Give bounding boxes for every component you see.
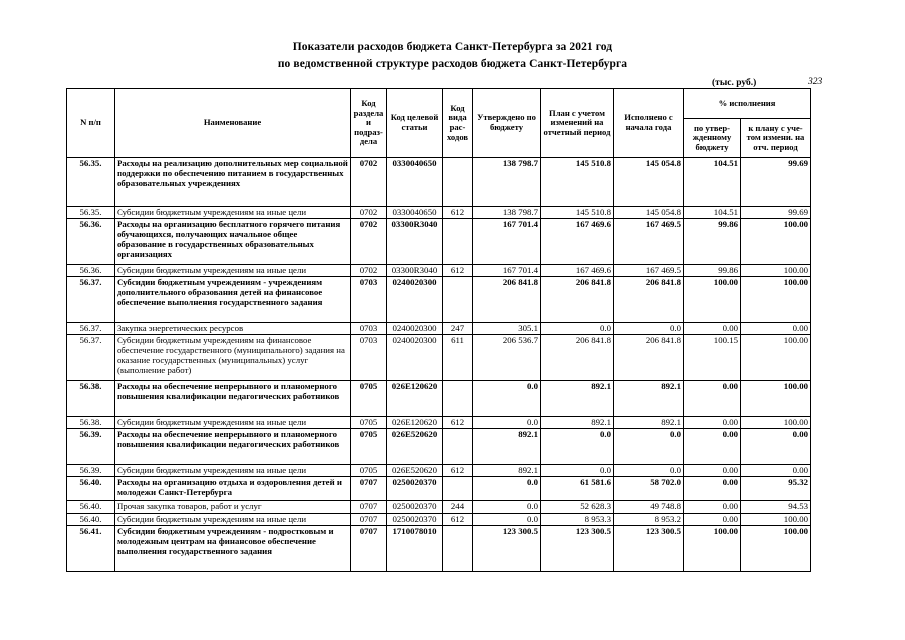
row-type-code: 612 <box>443 265 473 277</box>
row-pct-plan: 100.00 <box>741 335 811 381</box>
row-type-code: 612 <box>443 465 473 477</box>
row-pct-plan: 100.00 <box>741 417 811 429</box>
row-number: 56.35. <box>67 207 115 219</box>
table-row <box>67 526 811 572</box>
row-pct-approved: 104.51 <box>684 207 741 219</box>
row-approved: 123 300.5 <box>473 526 541 572</box>
row-approved: 892.1 <box>473 465 541 477</box>
row-pct-plan: 95.32 <box>741 477 811 501</box>
row-name: Субсидии бюджетным учреждениям на иные цели <box>115 265 351 277</box>
row-approved: 167 701.4 <box>473 265 541 277</box>
row-number: 56.35. <box>67 158 115 207</box>
row-number: 56.41. <box>67 526 115 572</box>
row-pct-plan: 0.00 <box>741 429 811 465</box>
row-pct-approved: 0.00 <box>684 381 741 417</box>
header-executed: Исполнено с начала года <box>614 89 684 158</box>
row-pct-plan: 100.00 <box>741 265 811 277</box>
row-approved: 0.0 <box>473 514 541 526</box>
table-row <box>67 417 811 429</box>
header-type-code: Код вида рас-ходов <box>443 89 473 158</box>
row-pct-approved: 100.00 <box>684 277 741 323</box>
row-executed: 145 054.8 <box>614 158 684 207</box>
row-section-code: 0707 <box>351 477 387 501</box>
table-row <box>67 207 811 219</box>
row-executed: 123 300.5 <box>614 526 684 572</box>
header-pct-plan: к плану с уче-том измени. на отч. период <box>741 119 811 158</box>
row-approved: 305.1 <box>473 323 541 335</box>
row-plan: 892.1 <box>541 381 614 417</box>
row-approved: 138 798.7 <box>473 158 541 207</box>
row-pct-approved: 0.00 <box>684 501 741 514</box>
row-pct-plan: 100.00 <box>741 277 811 323</box>
row-target-code: 0330040650 <box>387 207 443 219</box>
row-target-code: 0240020300 <box>387 277 443 323</box>
row-plan: 145 510.8 <box>541 158 614 207</box>
row-section-code: 0702 <box>351 265 387 277</box>
row-section-code: 0705 <box>351 417 387 429</box>
row-name: Расходы на организацию бесплатного горячего питания обучающихся, получающих начальное общее образование в государственных образовательных организациях <box>115 219 351 265</box>
row-executed: 8 953.2 <box>614 514 684 526</box>
row-target-code: 1710078010 <box>387 526 443 572</box>
table-row <box>67 158 811 207</box>
row-section-code: 0705 <box>351 381 387 417</box>
header-name: Наименование <box>115 89 351 158</box>
row-pct-plan: 0.00 <box>741 323 811 335</box>
row-pct-approved: 100.15 <box>684 335 741 381</box>
row-plan: 0.0 <box>541 323 614 335</box>
row-pct-approved: 0.00 <box>684 514 741 526</box>
row-pct-approved: 0.00 <box>684 477 741 501</box>
row-pct-plan: 99.69 <box>741 207 811 219</box>
document-title-line1: Показатели расходов бюджета Санкт-Петербурга за 2021 год <box>292 41 613 53</box>
row-target-code: 026E520620 <box>387 429 443 465</box>
row-executed: 892.1 <box>614 381 684 417</box>
row-executed: 58 702.0 <box>614 477 684 501</box>
header-section-code: Код раздела и подраз-дела <box>351 89 387 158</box>
row-plan: 8 953.3 <box>541 514 614 526</box>
row-pct-approved: 104.51 <box>684 158 741 207</box>
header-pct-approved: по утвер-жденному бюджету <box>684 119 741 158</box>
table-row <box>67 265 811 277</box>
row-pct-plan: 100.00 <box>741 381 811 417</box>
expenses-table <box>66 88 811 572</box>
row-target-code: 03300R3040 <box>387 265 443 277</box>
row-pct-approved: 0.00 <box>684 323 741 335</box>
table-row <box>67 501 811 514</box>
row-target-code: 03300R3040 <box>387 219 443 265</box>
row-pct-approved: 99.86 <box>684 219 741 265</box>
table-row <box>67 277 811 323</box>
row-pct-plan: 100.00 <box>741 514 811 526</box>
row-number: 56.39. <box>67 465 115 477</box>
row-target-code: 026E520620 <box>387 465 443 477</box>
row-type-code: 612 <box>443 514 473 526</box>
page-number: 323 <box>808 77 823 87</box>
row-target-code: 0330040650 <box>387 158 443 207</box>
row-type-code: 247 <box>443 323 473 335</box>
row-number: 56.36. <box>67 265 115 277</box>
row-section-code: 0707 <box>351 526 387 572</box>
row-plan: 206 841.8 <box>541 335 614 381</box>
row-plan: 0.0 <box>541 465 614 477</box>
row-number: 56.36. <box>67 219 115 265</box>
row-type-code: 244 <box>443 501 473 514</box>
table-row <box>67 465 811 477</box>
row-name: Расходы на обеспечение непрерывного и планомерного повышения квалификации педагогических работников <box>115 381 351 417</box>
row-executed: 892.1 <box>614 417 684 429</box>
row-section-code: 0702 <box>351 158 387 207</box>
row-section-code: 0703 <box>351 277 387 323</box>
row-pct-approved: 0.00 <box>684 417 741 429</box>
row-type-code: 612 <box>443 417 473 429</box>
row-executed: 49 748.8 <box>614 501 684 514</box>
row-number: 56.40. <box>67 514 115 526</box>
row-plan: 61 581.6 <box>541 477 614 501</box>
row-plan: 167 469.6 <box>541 219 614 265</box>
row-name: Субсидии бюджетным учреждениям - подростковым и молодежным центрам на финансовое обеспечение выполнения государственного задания <box>115 526 351 572</box>
row-name: Субсидии бюджетным учреждениям на финансовое обеспечение государственного (муниципального) задания на оказание государственных (муниципальных) услуг (выполнение работ) <box>115 335 351 381</box>
row-type-code: 612 <box>443 207 473 219</box>
row-type-code <box>443 381 473 417</box>
row-pct-plan: 100.00 <box>741 526 811 572</box>
row-pct-plan: 0.00 <box>741 465 811 477</box>
header-pct-group: % исполнения <box>684 89 811 119</box>
document-title-line2: по ведомственной структуре расходов бюджета Санкт-Петербурга <box>277 58 628 70</box>
row-approved: 0.0 <box>473 417 541 429</box>
row-name: Прочая закупка товаров, работ и услуг <box>115 501 351 514</box>
header-num: N п/п <box>67 89 115 158</box>
row-number: 56.40. <box>67 477 115 501</box>
table-row <box>67 335 811 381</box>
row-pct-approved: 0.00 <box>684 429 741 465</box>
table-row <box>67 429 811 465</box>
row-type-code <box>443 158 473 207</box>
row-plan: 892.1 <box>541 417 614 429</box>
row-approved: 0.0 <box>473 381 541 417</box>
table-row <box>67 381 811 417</box>
table-row <box>67 514 811 526</box>
row-section-code: 0707 <box>351 514 387 526</box>
row-executed: 206 841.8 <box>614 335 684 381</box>
row-pct-approved: 99.86 <box>684 265 741 277</box>
row-name: Субсидии бюджетным учреждениям на иные цели <box>115 465 351 477</box>
row-name: Расходы на реализацию дополнительных мер социальной поддержки по обеспечению питанием в государственных образовательных учреждениях <box>115 158 351 207</box>
row-executed: 0.0 <box>614 323 684 335</box>
row-name: Закупка энергетических ресурсов <box>115 323 351 335</box>
row-approved: 206 841.8 <box>473 277 541 323</box>
row-type-code <box>443 429 473 465</box>
row-pct-plan: 100.00 <box>741 219 811 265</box>
row-name: Расходы на организацию отдыха и оздоровления детей и молодежи Санкт-Петербурга <box>115 477 351 501</box>
row-approved: 206 536.7 <box>473 335 541 381</box>
row-section-code: 0702 <box>351 207 387 219</box>
row-type-code <box>443 526 473 572</box>
row-approved: 138 798.7 <box>473 207 541 219</box>
row-executed: 0.0 <box>614 465 684 477</box>
row-approved: 0.0 <box>473 477 541 501</box>
table-row <box>67 477 811 501</box>
row-executed: 145 054.8 <box>614 207 684 219</box>
row-target-code: 0250020370 <box>387 514 443 526</box>
row-number: 56.38. <box>67 417 115 429</box>
row-section-code: 0703 <box>351 335 387 381</box>
row-target-code: 026E120620 <box>387 417 443 429</box>
row-name: Субсидии бюджетным учреждениям - учреждениям дополнительного образования детей на финансовое обеспечение выполнения государственного задания <box>115 277 351 323</box>
row-name: Субсидии бюджетным учреждениям на иные цели <box>115 514 351 526</box>
row-plan: 145 510.8 <box>541 207 614 219</box>
row-target-code: 0240020300 <box>387 323 443 335</box>
row-executed: 167 469.5 <box>614 219 684 265</box>
row-pct-approved: 0.00 <box>684 465 741 477</box>
row-executed: 167 469.5 <box>614 265 684 277</box>
header-plan: План с учетом изменений на отчетный период <box>541 89 614 158</box>
row-target-code: 0240020300 <box>387 335 443 381</box>
header-target-code: Код целевой статьи <box>387 89 443 158</box>
row-section-code: 0705 <box>351 465 387 477</box>
row-section-code: 0707 <box>351 501 387 514</box>
table-row <box>67 219 811 265</box>
row-pct-plan: 94.53 <box>741 501 811 514</box>
row-type-code <box>443 477 473 501</box>
row-approved: 0.0 <box>473 501 541 514</box>
row-number: 56.37. <box>67 323 115 335</box>
row-target-code: 026E120620 <box>387 381 443 417</box>
row-name: Субсидии бюджетным учреждениям на иные цели <box>115 417 351 429</box>
row-number: 56.39. <box>67 429 115 465</box>
row-number: 56.37. <box>67 277 115 323</box>
currency-unit-label: (тыс. руб.) <box>712 78 757 88</box>
row-type-code: 611 <box>443 335 473 381</box>
row-plan: 167 469.6 <box>541 265 614 277</box>
row-plan: 206 841.8 <box>541 277 614 323</box>
row-type-code <box>443 277 473 323</box>
row-name: Расходы на обеспечение непрерывного и планомерного повышения квалификации педагогических работников <box>115 429 351 465</box>
row-number: 56.38. <box>67 381 115 417</box>
row-executed: 206 841.8 <box>614 277 684 323</box>
row-section-code: 0703 <box>351 323 387 335</box>
row-plan: 123 300.5 <box>541 526 614 572</box>
row-number: 56.37. <box>67 335 115 381</box>
row-pct-approved: 100.00 <box>684 526 741 572</box>
row-pct-plan: 99.69 <box>741 158 811 207</box>
row-section-code: 0702 <box>351 219 387 265</box>
row-section-code: 0705 <box>351 429 387 465</box>
row-target-code: 0250020370 <box>387 501 443 514</box>
row-plan: 52 628.3 <box>541 501 614 514</box>
table-row <box>67 323 811 335</box>
row-target-code: 0250020370 <box>387 477 443 501</box>
row-number: 56.40. <box>67 501 115 514</box>
row-approved: 167 701.4 <box>473 219 541 265</box>
header-approved: Утверждено по бюджету <box>473 89 541 158</box>
row-approved: 892.1 <box>473 429 541 465</box>
row-name: Субсидии бюджетным учреждениям на иные цели <box>115 207 351 219</box>
row-plan: 0.0 <box>541 429 614 465</box>
row-type-code <box>443 219 473 265</box>
row-executed: 0.0 <box>614 429 684 465</box>
